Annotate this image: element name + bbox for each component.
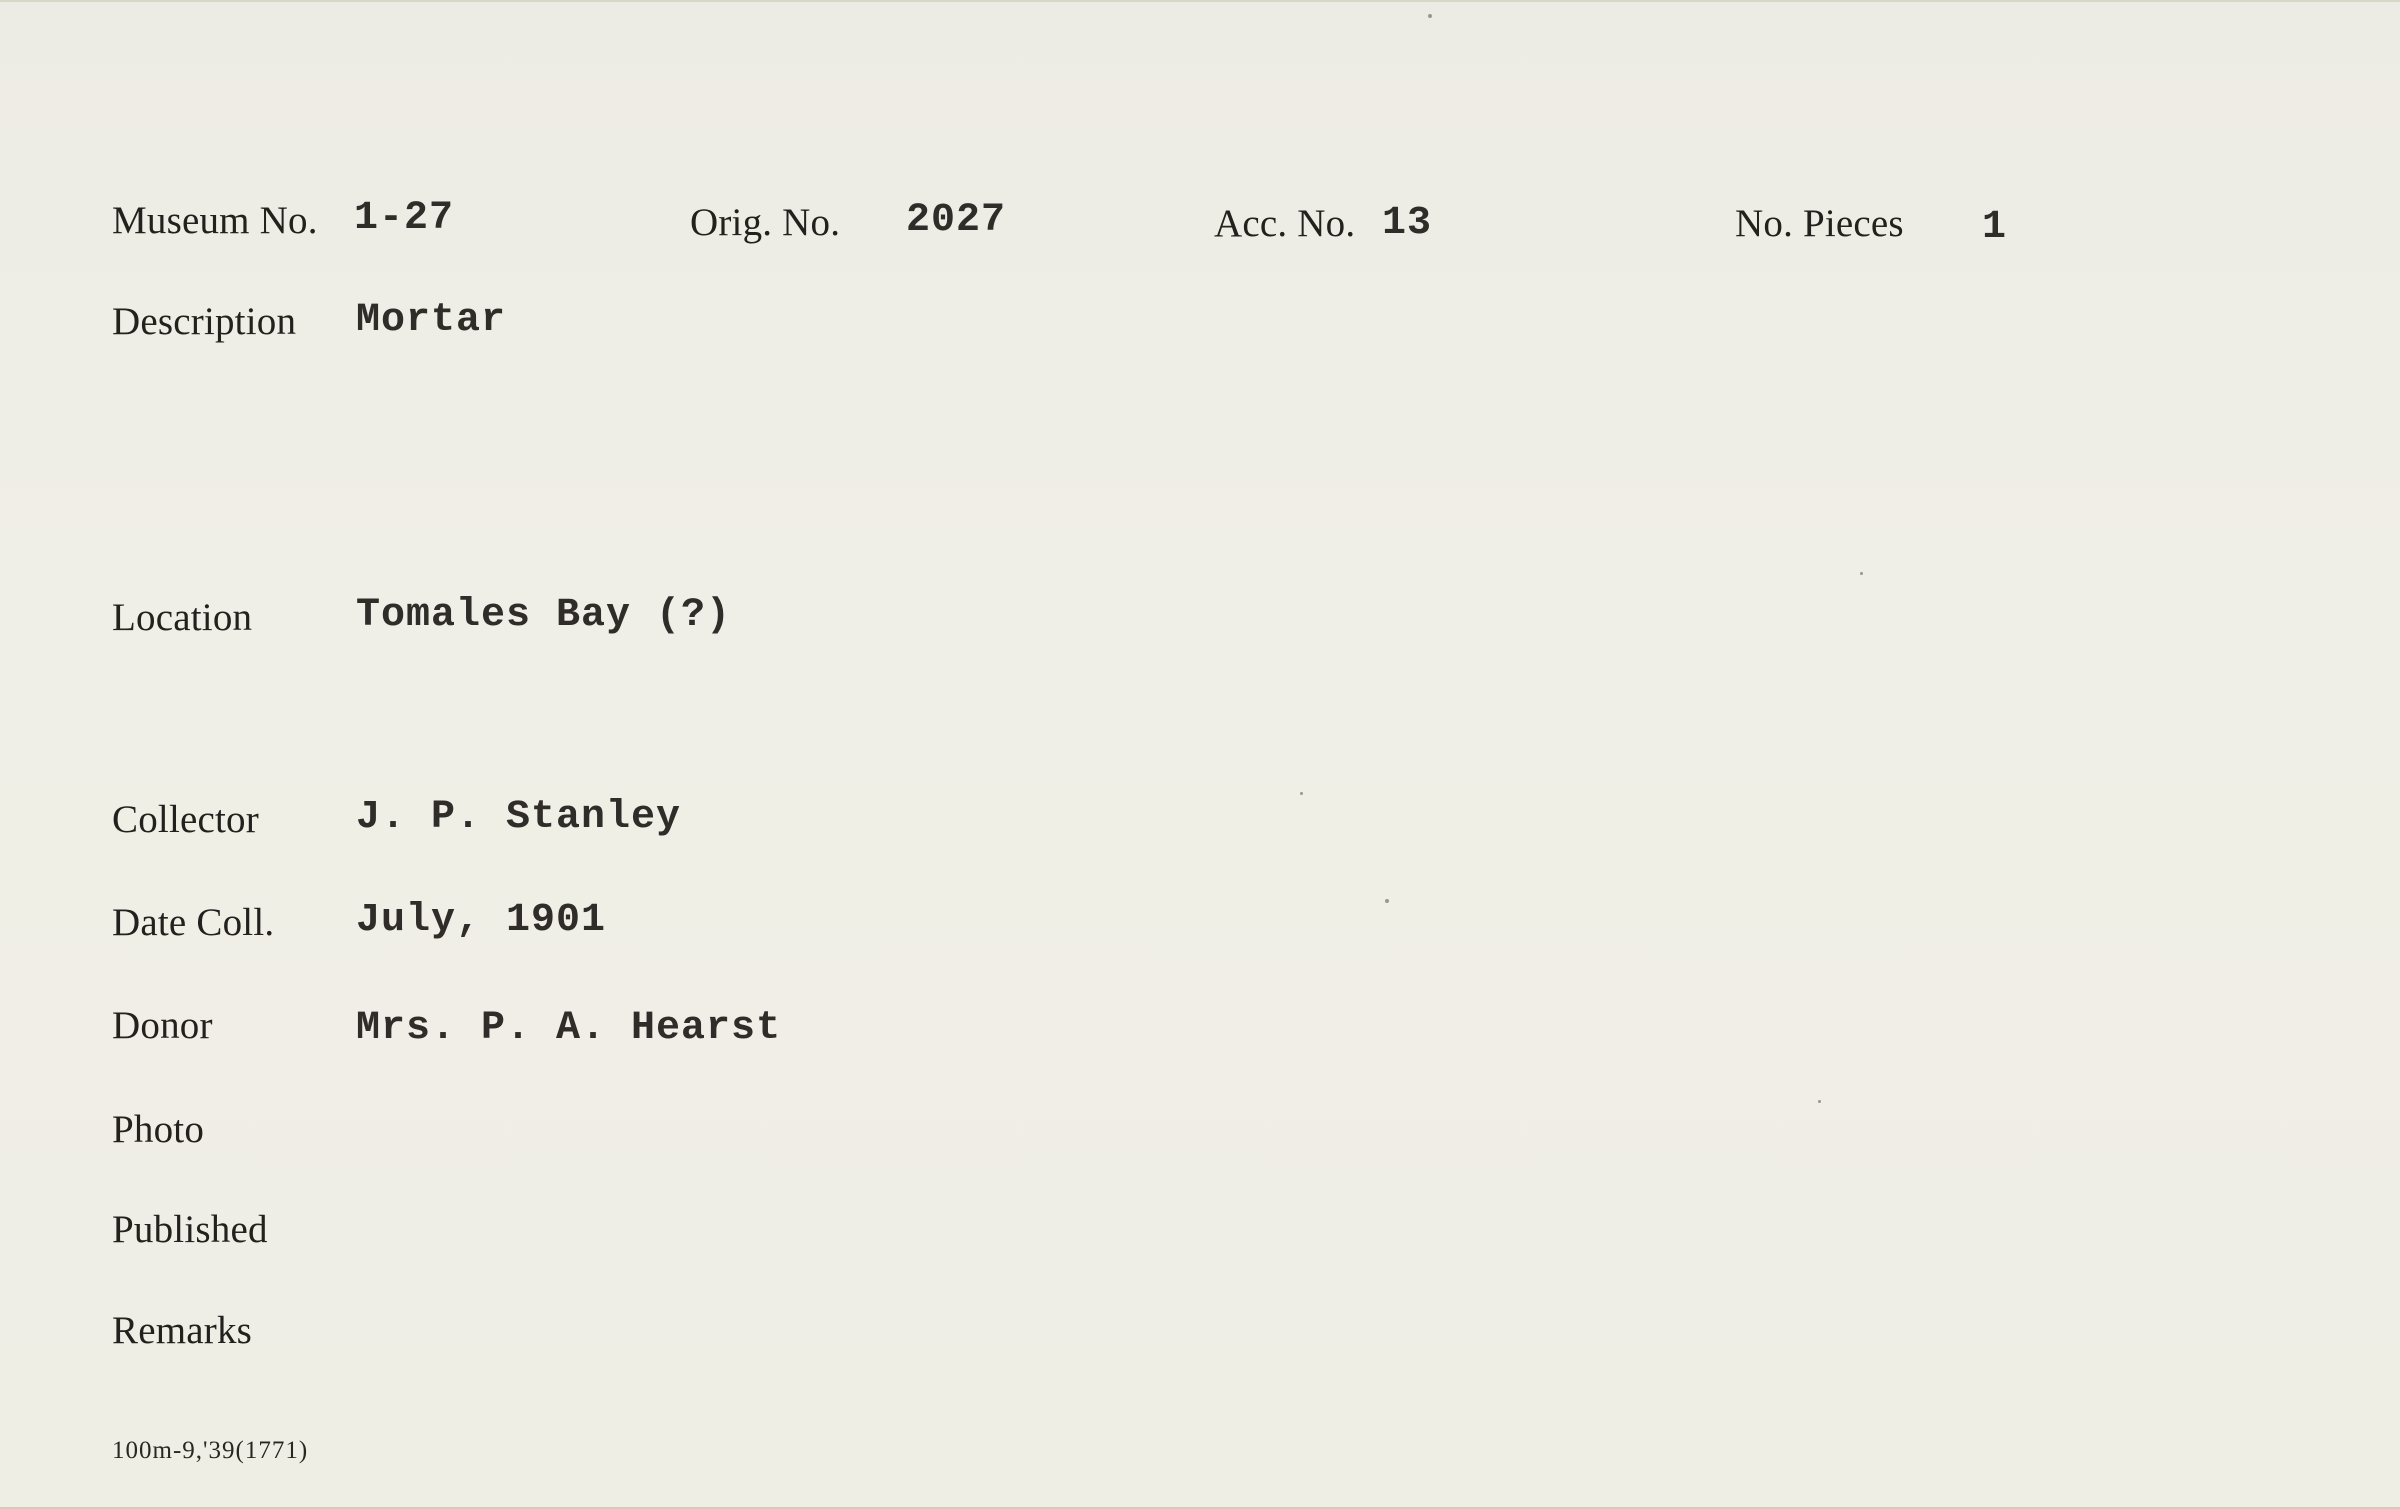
date-coll-value: July, 1901	[356, 898, 607, 943]
paper-speck	[1860, 572, 1863, 575]
paper-speck	[1818, 1100, 1821, 1103]
remarks-label: Remarks	[112, 1309, 253, 1352]
collector-label: Collector	[112, 798, 259, 841]
orig-no-value: 2027	[906, 198, 1007, 243]
no-pieces-value: 1	[1982, 205, 2008, 250]
photo-label: Photo	[112, 1108, 205, 1151]
museum-no-label: Museum No.	[112, 199, 318, 242]
donor-value: Mrs. P. A. Hearst	[356, 1006, 782, 1051]
orig-no-label: Orig. No.	[690, 201, 841, 244]
paper-speck	[1300, 792, 1303, 795]
location-value: Tomales Bay (?)	[356, 593, 732, 638]
print-code: 100m-9,'39(1771)	[112, 1437, 309, 1464]
museum-no-value: 1-27	[354, 196, 455, 241]
published-label: Published	[112, 1208, 268, 1251]
acc-no-value: 13	[1382, 201, 1433, 246]
location-label: Location	[112, 596, 253, 639]
description-value: Mortar	[356, 298, 507, 343]
no-pieces-label: No. Pieces	[1735, 202, 1904, 245]
paper-speck	[1428, 14, 1432, 18]
acc-no-label: Acc. No.	[1214, 202, 1356, 245]
paper-speck	[1385, 899, 1389, 903]
date-coll-label: Date Coll.	[112, 901, 275, 944]
donor-label: Donor	[112, 1004, 213, 1047]
collector-value: J. P. Stanley	[356, 795, 682, 840]
description-label: Description	[112, 300, 297, 343]
